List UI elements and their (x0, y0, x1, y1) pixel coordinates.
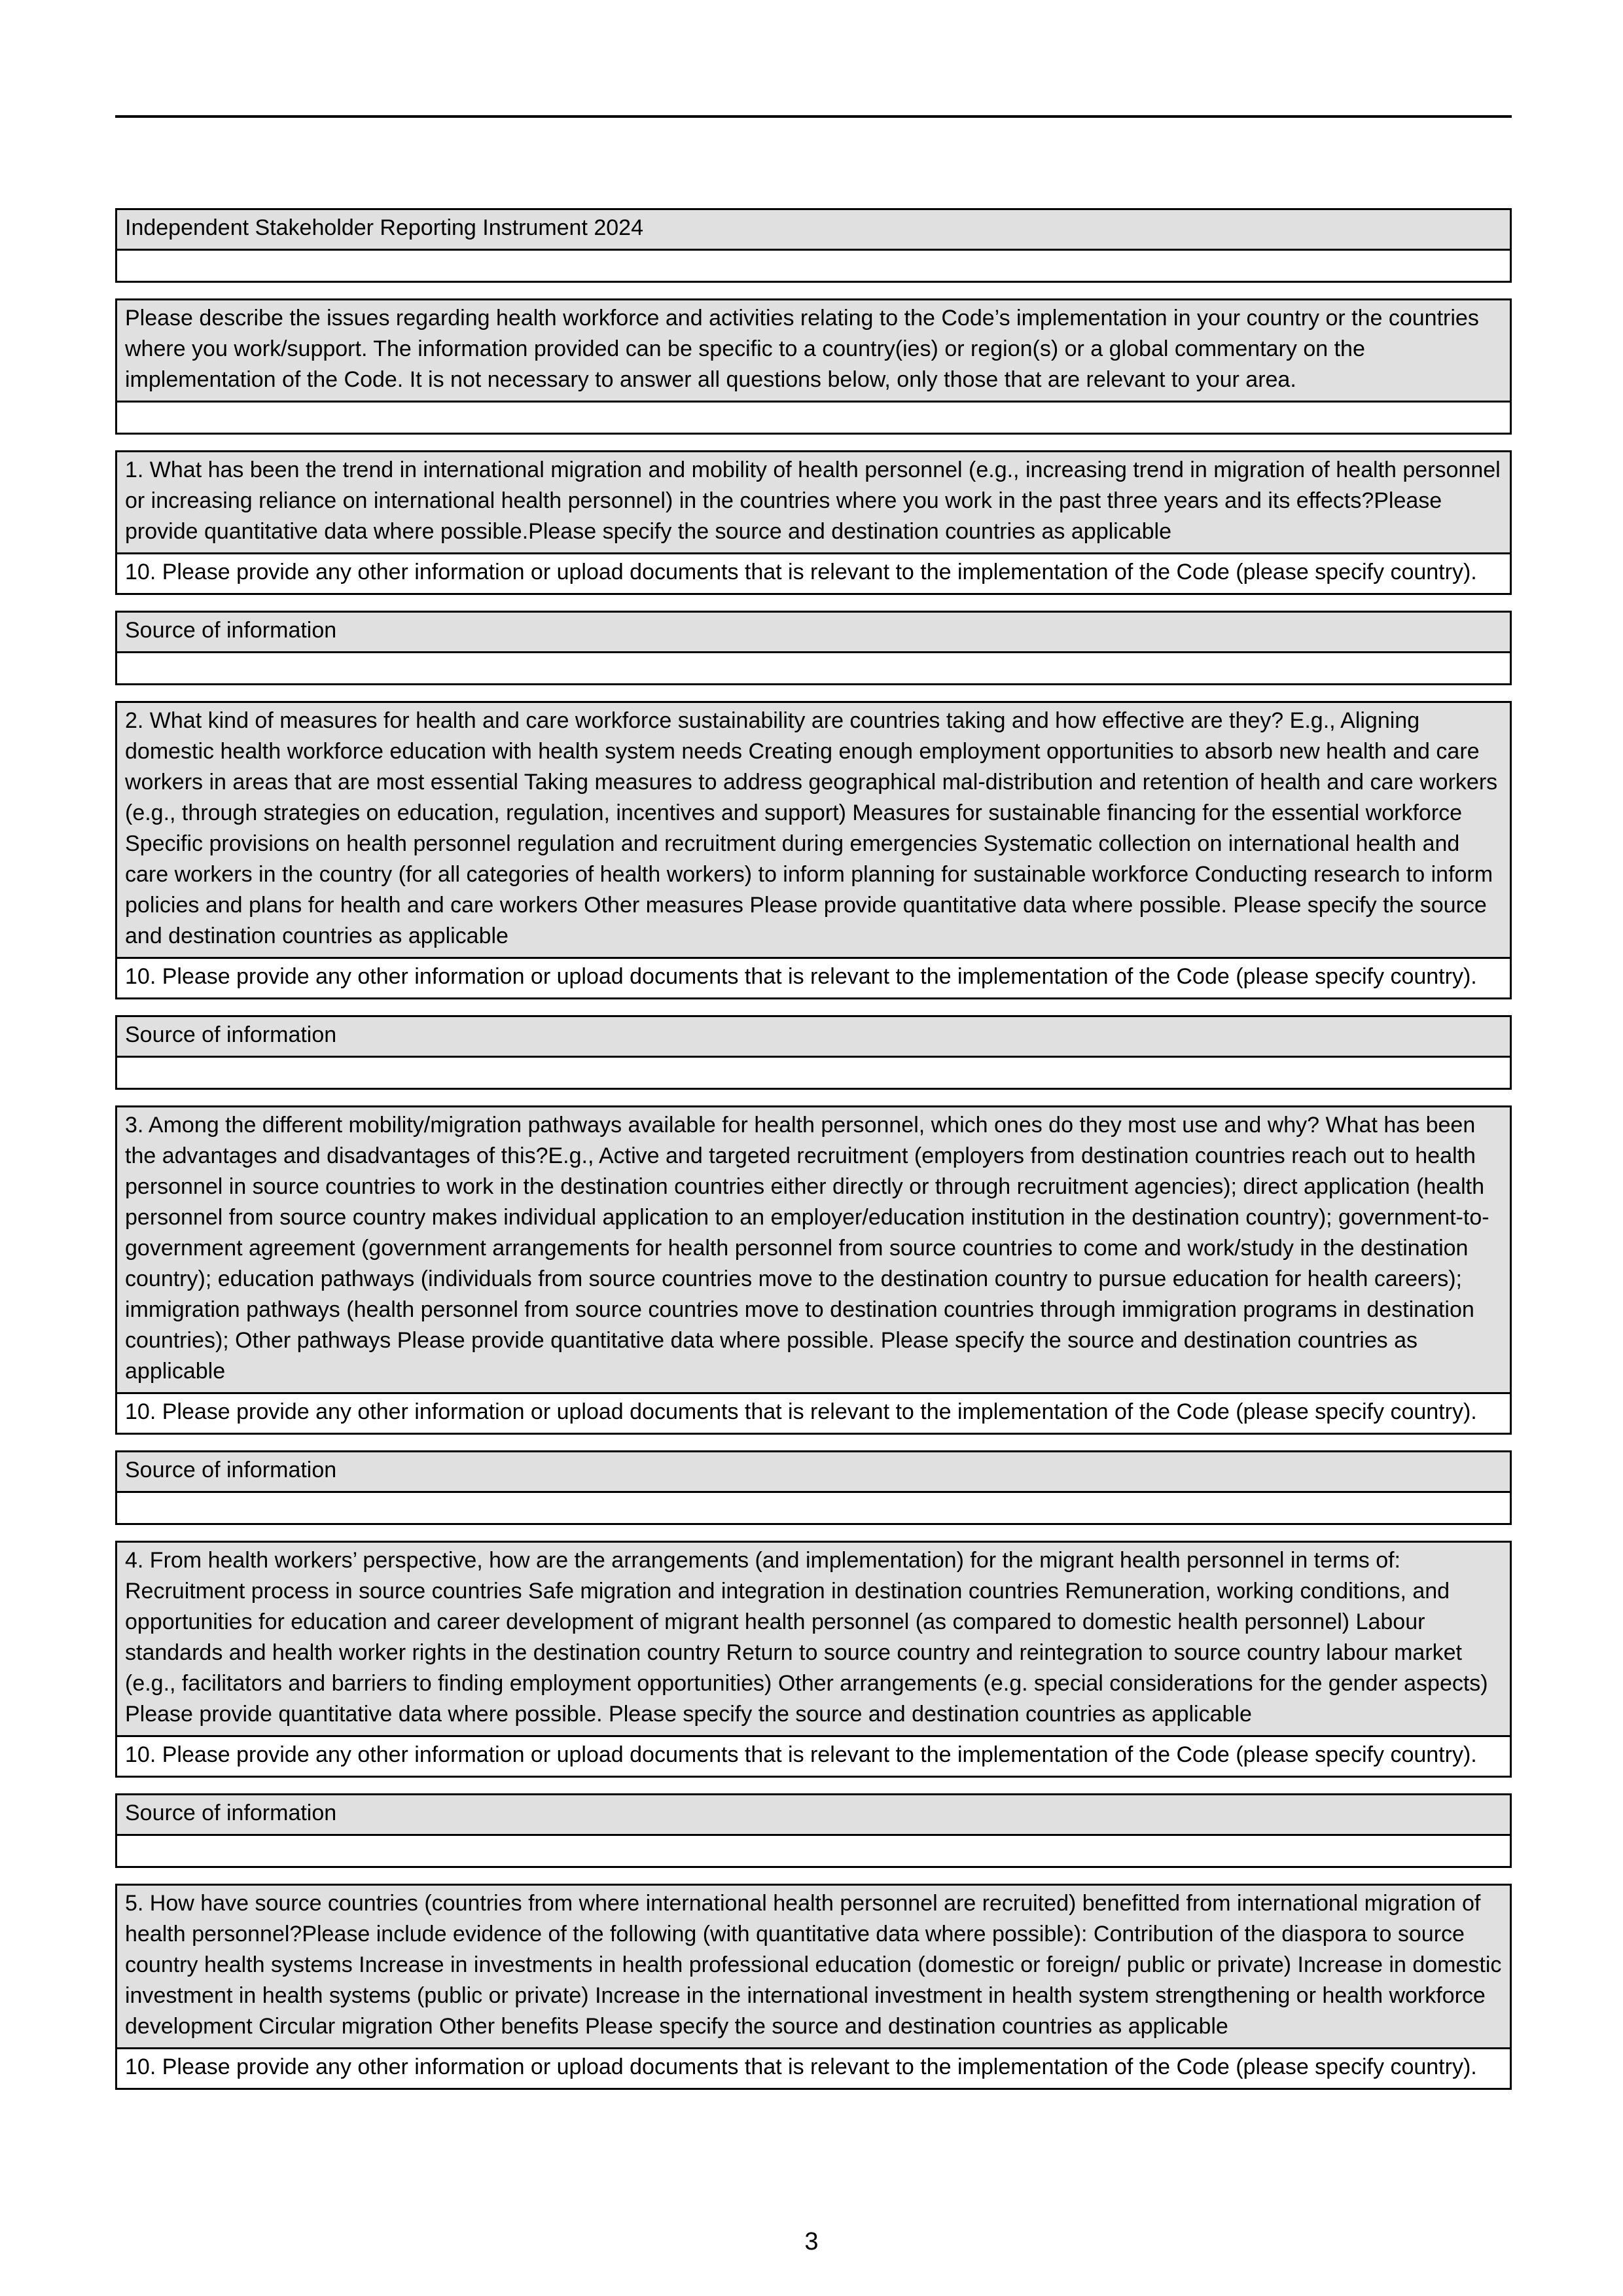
question-3-block (115, 1105, 1512, 1435)
question-1-other-info: 10. Please provide any other information or upload documents that is relevant to the implementation of the Code (please specify country). (117, 552, 1510, 593)
source-3-label: Source of information (117, 1452, 1510, 1491)
source-3-block (115, 1450, 1512, 1525)
question-2-other-info: 10. Please provide any other information or upload documents that is relevant to the implementation of the Code (please specify country). (117, 957, 1510, 997)
question-4-block (115, 1541, 1512, 1778)
intro-answer-field[interactable] (117, 401, 1510, 433)
question-1-text: 1. What has been the trend in international migration and mobility of health personnel (e.g., increasing trend in migration of health personnel or increasing reliance on international health personnel) in the countries where you work in the past three years and its effects?Please provide quantitative data where possible.Please specify the source and destination countries as applicable (117, 452, 1510, 552)
source-4-block (115, 1793, 1512, 1868)
question-5-block (115, 1884, 1512, 2090)
intro-block (115, 298, 1512, 435)
question-5-text: 5. How have source countries (countries from where international health personnel are recruited) benefitted from international migration of health personnel?Please include evidence of the following (with quantitative data where possible): Contribution of the diaspora to source country health systems Increase in investments in health professional education (domestic or foreign/ public or private) Increase in domestic investment in health systems (public or private) Increase in the international investment in health system strengthening or health workforce development Circular migration Other benefits Please specify the source and destination countries as applicable (117, 1886, 1510, 2047)
source-2-field[interactable] (117, 1056, 1510, 1088)
source-4-label: Source of information (117, 1795, 1510, 1834)
source-1-block (115, 611, 1512, 685)
question-1-block (115, 450, 1512, 595)
question-3-other-info: 10. Please provide any other information or upload documents that is relevant to the implementation of the Code (please specify country). (117, 1392, 1510, 1433)
question-4-text: 4. From health workers’ perspective, how are the arrangements (and implementation) for the migrant health personnel in terms of: Recruitment process in source countries Safe migration and integration in destination countries Remuneration, working conditions, and opportunities for education and career development of migrant health personnel (as compared to domestic health personnel) Labour standards and health worker rights in the destination country Return to source country and reintegration to source country labour market (e.g., facilitators and barriers to finding employment opportunities) Other arrangements (e.g. special considerations for the gender aspects) Please provide quantitative data where possible. Please specify the source and destination countries as applicable (117, 1543, 1510, 1735)
question-4-other-info: 10. Please provide any other information or upload documents that is relevant to the implementation of the Code (please specify country). (117, 1735, 1510, 1776)
source-2-block (115, 1015, 1512, 1090)
question-5-other-info: 10. Please provide any other information or upload documents that is relevant to the implementation of the Code (please specify country). (117, 2047, 1510, 2088)
page-number: 3 (804, 2228, 819, 2255)
question-2-text: 2. What kind of measures for health and care workforce sustainability are countries taking and how effective are they? E.g., Aligning domestic health workforce education with health system needs Creating enough employment opportunities to absorb new health and care workers in areas that are most essential Taking measures to address geographical mal-distribution and retention of health and care workers (e.g., through strategies on education, regulation, incentives and support) Measures for sustainable financing for the essential workforce Specific provisions on health personnel regulation and recruitment during emergencies Systematic collection on international health and care workers in the country (for all categories of health workers) to inform planning for sustainable workforce Conducting research to inform policies and plans for health and care workers Other measures Please provide quantitative data where possible. Please specify the source and destination countries as applicable (117, 703, 1510, 957)
title-block (115, 208, 1512, 283)
form-title: Independent Stakeholder Reporting Instrument 2024 (117, 210, 1510, 249)
question-3-text: 3. Among the different mobility/migration pathways available for health personnel, which ones do they most use and why? What has been the advantages and disadvantages of this?E.g., Active and targeted recruitment (employers from destination countries reach out to health personnel in source countries to work in the destination countries either directly or through recruitment agencies); direct application (health personnel from source country makes individual application to an employer/education institution in the destination country); government-to-government agreement (government arrangements for health personnel from source countries to come and work/study in the destination country); education pathways (individuals from source countries move to the destination country to pursue education for health careers); immigration pathways (health personnel from source countries move to destination countries through immigration programs in destination countries); Other pathways Please provide quantitative data where possible. Please specify the source and destination countries as applicable (117, 1107, 1510, 1392)
form-content (115, 208, 1512, 2106)
question-2-block (115, 701, 1512, 999)
source-1-label: Source of information (117, 613, 1510, 651)
source-2-label: Source of information (117, 1017, 1510, 1056)
title-answer-field[interactable] (117, 249, 1510, 281)
source-1-field[interactable] (117, 651, 1510, 683)
intro-text: Please describe the issues regarding health workforce and activities relating to the Code’s implementation in your country or the countries where you work/support. The information provided can be specific to a country(ies) or region(s) or a global commentary on the implementation of the Code. It is not necessary to answer all questions below, only those that are relevant to your area. (117, 300, 1510, 401)
source-3-field[interactable] (117, 1491, 1510, 1523)
source-4-field[interactable] (117, 1834, 1510, 1866)
header-rule (115, 115, 1512, 118)
